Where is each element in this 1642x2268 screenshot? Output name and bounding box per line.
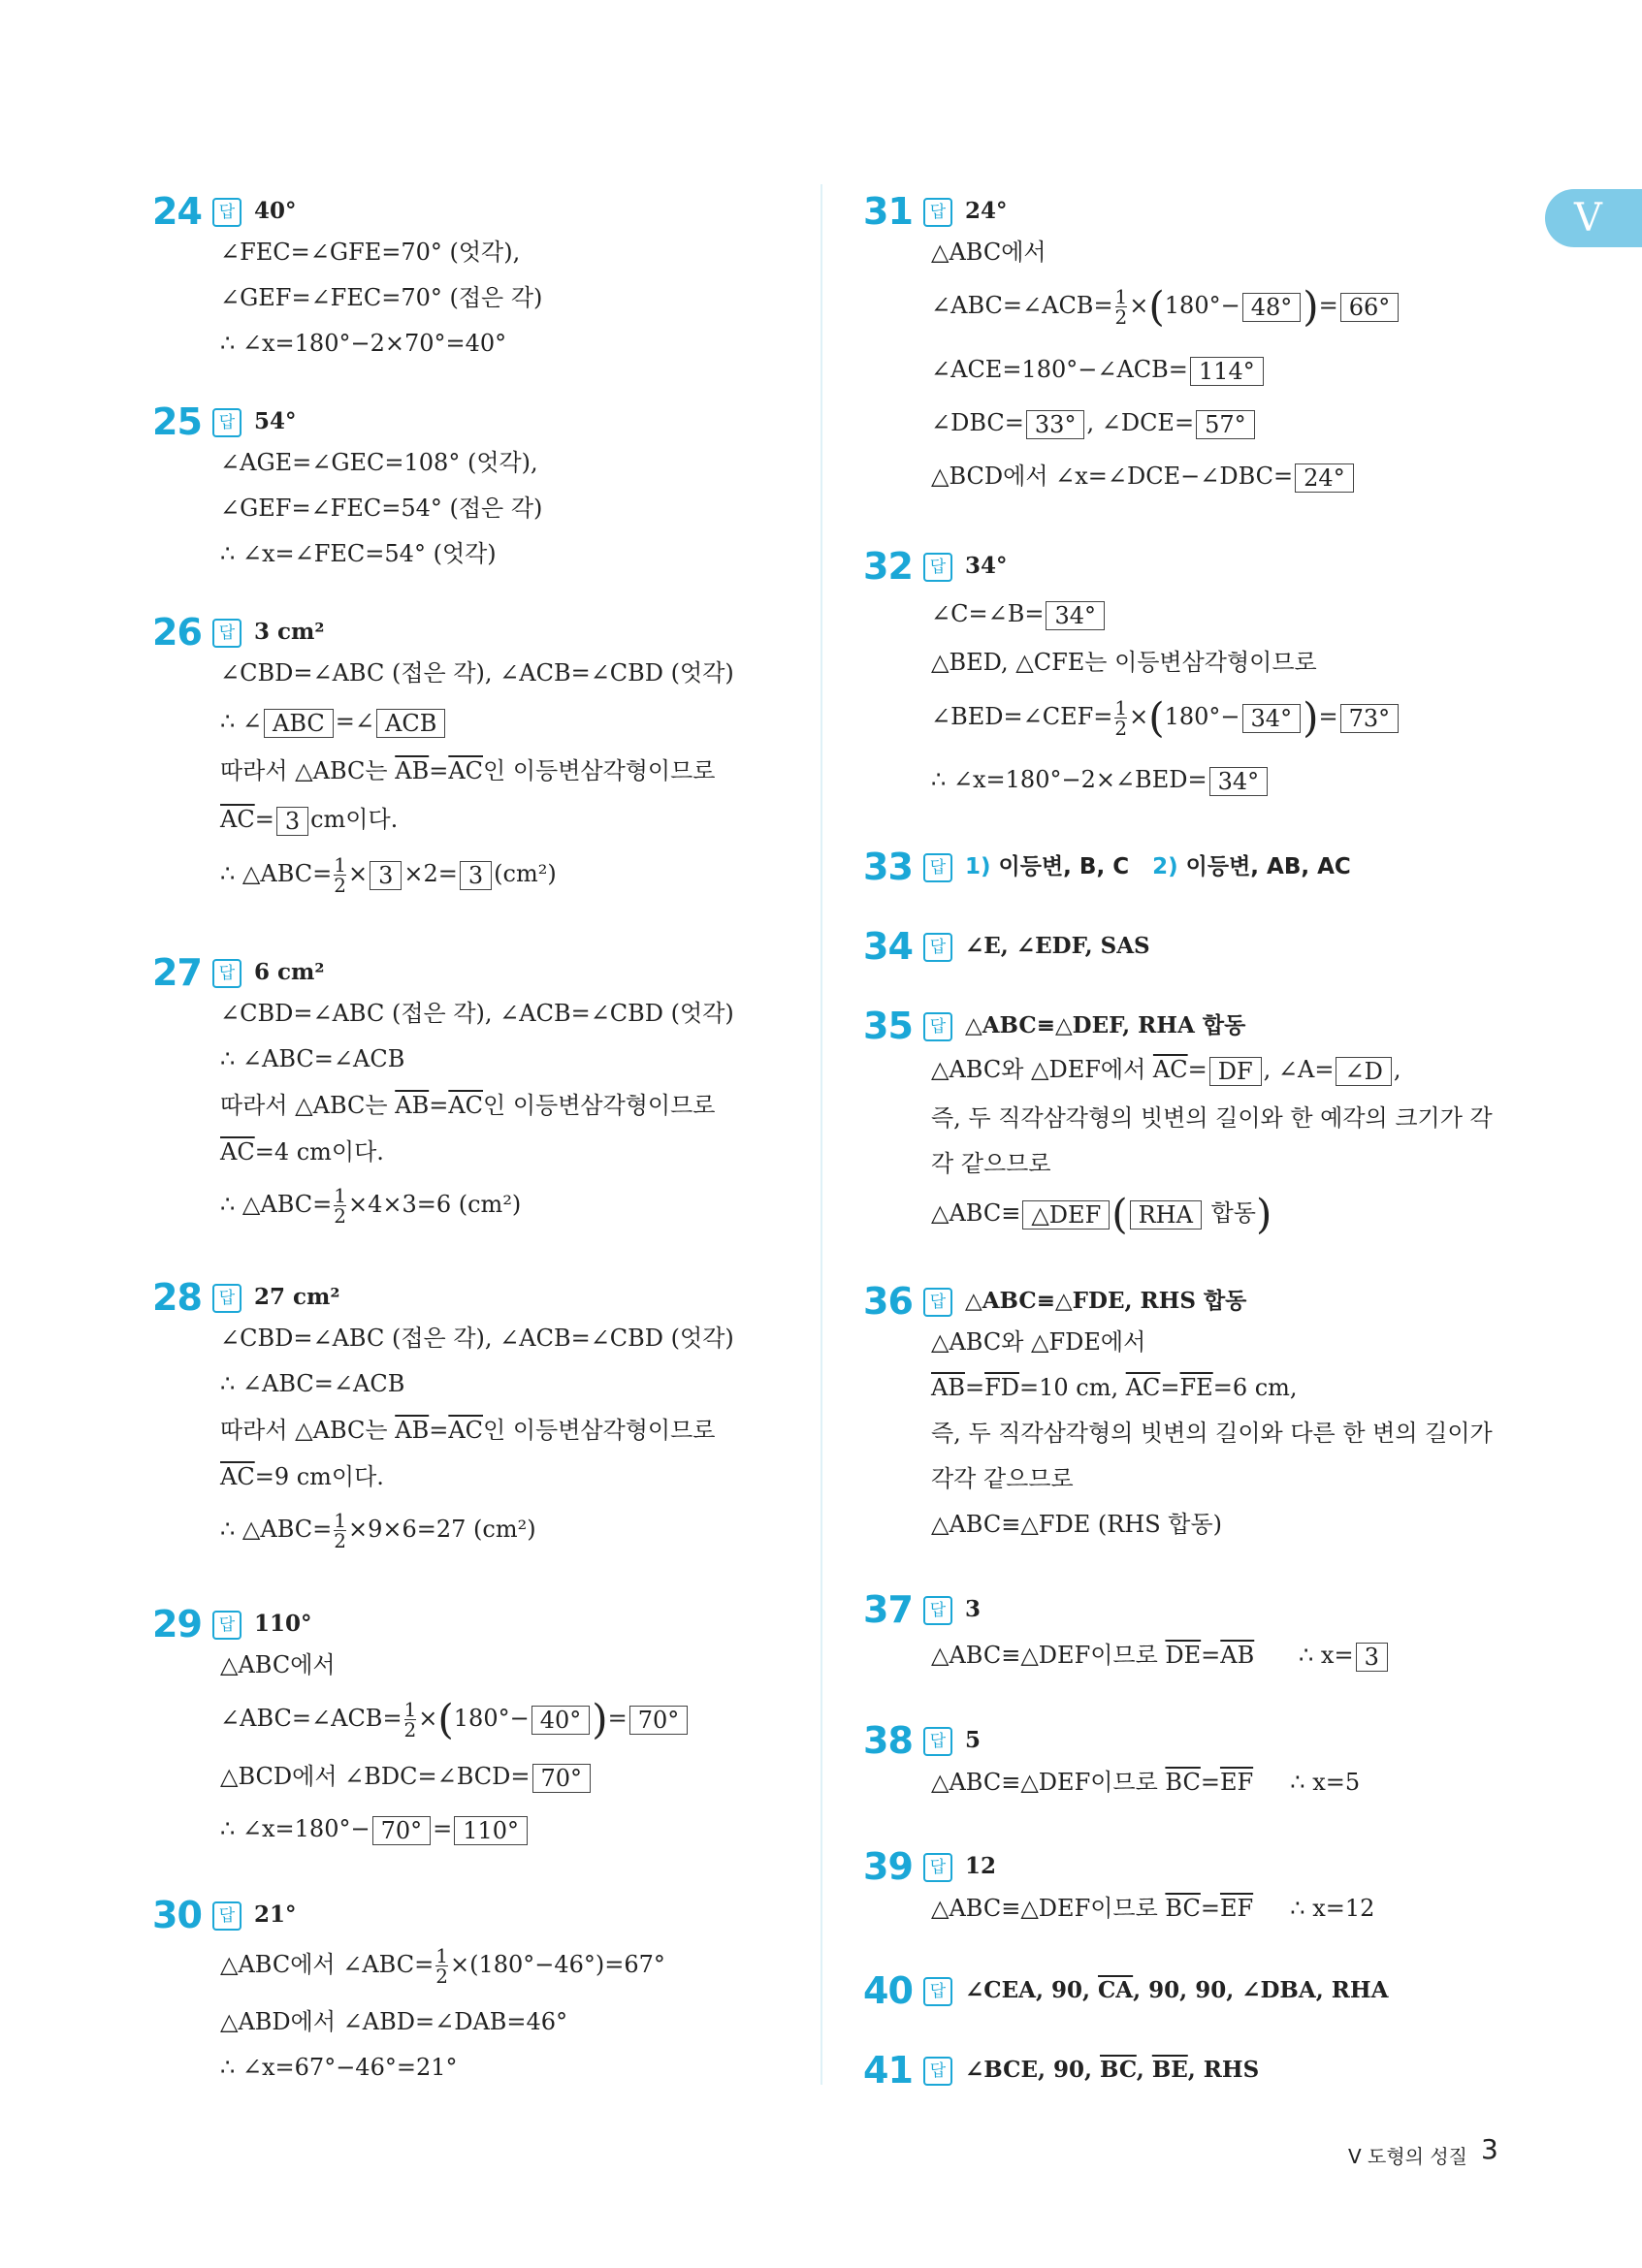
text: , RHS <box>1187 2057 1260 2083</box>
problem-number: 33 <box>863 846 913 888</box>
paren: ) <box>1255 1190 1272 1238</box>
problem-number: 38 <box>863 1719 913 1762</box>
solution-line: ∠FEC=∠GFE=70° (엇각), <box>220 239 521 266</box>
answer-text: △ABC≡△DEF, RHA 합동 <box>965 1012 1246 1038</box>
text: =9 cm이다. <box>254 1463 384 1490</box>
problem-number: 30 <box>152 1894 202 1936</box>
paren: ( <box>437 1695 454 1743</box>
fraction <box>334 1511 346 1550</box>
answer-text: 3 <box>965 1596 982 1622</box>
text: =6 cm, <box>1212 1374 1298 1401</box>
fill-box: 66° <box>1340 293 1400 322</box>
text: ∴ x= <box>1299 1642 1354 1669</box>
answer-text: 5 <box>965 1727 982 1753</box>
text: = <box>1201 1642 1221 1669</box>
solution-line: △ABC≡△FDE (RHS 합동) <box>931 1511 1223 1538</box>
fill-box: ∠D <box>1336 1057 1391 1086</box>
solution-line <box>220 1460 384 1493</box>
problem-number: 31 <box>863 190 913 233</box>
solution-line: ∴ ∠x=∠FEC=54° (엇각) <box>220 540 497 567</box>
problem-number: 34 <box>863 925 913 968</box>
text: = <box>429 1417 449 1444</box>
text: ∠ABC=∠ACB= <box>220 1705 402 1732</box>
fill-box: 3 <box>370 861 402 890</box>
problem-number: 27 <box>152 951 202 994</box>
text: 따라서 △ABC는 <box>220 757 396 784</box>
text: × <box>347 860 369 887</box>
solution-line <box>931 763 1270 796</box>
fill-box: 70° <box>372 1816 432 1845</box>
text: = <box>254 806 274 833</box>
answer-badge: 답 <box>212 619 241 648</box>
numerator: 1 <box>1114 285 1128 308</box>
solution-line <box>220 1414 715 1447</box>
denominator: 2 <box>403 1718 417 1741</box>
answer-text: 3 cm² <box>254 619 325 645</box>
denominator: 2 <box>1114 305 1128 329</box>
text: △BCD에서 ∠BDC=∠BCD= <box>220 1763 531 1790</box>
text: × <box>1129 292 1149 319</box>
text: , <box>1393 1056 1401 1083</box>
text: 이등변, AB, AC <box>1177 854 1351 879</box>
text: cm이다. <box>310 806 399 833</box>
segment: $\overline{BC}$ <box>1165 1769 1201 1796</box>
text: = <box>1187 1056 1207 1083</box>
text: ∴ x=12 <box>1290 1895 1375 1922</box>
answer-text: 40° <box>254 198 297 224</box>
answer-badge: 답 <box>923 1012 952 1041</box>
text: ∴ △ABC= <box>220 1191 333 1218</box>
solution-line <box>931 1892 1374 1925</box>
text: × <box>418 1705 438 1732</box>
text: 인 이등변삼각형이므로 <box>483 1417 716 1444</box>
segment: $\overline{BE}$ <box>1151 2057 1188 2083</box>
text: 180°− <box>1164 292 1240 319</box>
text: 180°− <box>453 1705 530 1732</box>
text: =4 cm이다. <box>254 1138 384 1166</box>
denominator: 2 <box>334 874 346 897</box>
answer-badge: 답 <box>923 853 952 882</box>
fill-box: 114° <box>1190 357 1264 386</box>
solution-line <box>931 1053 1401 1086</box>
fill-box: 73° <box>1340 704 1400 733</box>
answer-badge: 답 <box>212 408 241 437</box>
solution-line <box>931 282 1401 331</box>
text: =10 cm, <box>1018 1374 1126 1401</box>
segment: $\overline{AC}$ <box>220 806 255 833</box>
answer-badge: 답 <box>923 2057 952 2086</box>
answer-badge: 답 <box>923 1727 952 1756</box>
answer-badge: 답 <box>923 933 952 962</box>
text: , 90, 90, ∠DBA, RHA <box>1133 1977 1389 2003</box>
segment: $\overline{EF}$ <box>1219 1895 1254 1922</box>
fraction <box>404 1700 417 1740</box>
fill-box: 48° <box>1242 293 1302 322</box>
problem-number: 37 <box>863 1588 913 1631</box>
paren: ) <box>592 1695 608 1743</box>
text: ∠BED=∠CEF= <box>931 703 1113 730</box>
text: , ∠A= <box>1263 1056 1335 1083</box>
text: ×4×3=6 (cm²) <box>347 1191 522 1218</box>
paren: ( <box>1148 693 1165 742</box>
solution-line <box>220 1760 593 1793</box>
text: ∠BCE, 90, <box>965 2057 1101 2083</box>
answer-text: 34° <box>965 553 1008 579</box>
paren: ( <box>1111 1190 1128 1238</box>
solution-line: △ABC에서 <box>220 1651 336 1678</box>
segment: $\overline{EF}$ <box>1219 1769 1254 1796</box>
answer-badge: 답 <box>923 1853 952 1882</box>
answer-badge: 답 <box>923 1596 952 1625</box>
segment: $\overline{DE}$ <box>1165 1642 1202 1669</box>
text: △ABC≡ <box>931 1199 1021 1227</box>
answer-text: ∠E, ∠EDF, SAS <box>965 933 1150 959</box>
text: △ABC에서 ∠ABC= <box>220 1951 435 1978</box>
solution-line <box>220 1135 384 1168</box>
problem-number: 35 <box>863 1005 913 1047</box>
solution-line: 각 같으므로 <box>931 1150 1051 1177</box>
fraction <box>435 1946 448 1986</box>
denominator: 2 <box>435 1965 448 1988</box>
denominator: 2 <box>334 1204 346 1228</box>
solution-line <box>220 705 447 738</box>
fill-box: ACB <box>376 709 445 738</box>
fill-box: 34° <box>1046 601 1105 630</box>
solution-line <box>931 1371 1298 1404</box>
numerator: 1 <box>1114 696 1128 719</box>
text: (cm²) <box>494 860 557 887</box>
solution-line: 각각 같으므로 <box>931 1465 1074 1492</box>
answer-badge: 답 <box>212 198 241 227</box>
solution-line: ∠CBD=∠ABC (접은 각), ∠ACB=∠CBD (엇각) <box>220 1325 734 1352</box>
solution-line <box>220 855 557 895</box>
page-number: 3 <box>1481 2133 1498 2165</box>
solution-line <box>931 460 1356 493</box>
solution-line <box>220 1186 521 1226</box>
answer-badge: 답 <box>212 1901 241 1931</box>
footer-chapter: V 도형의 성질 <box>1348 2145 1467 2168</box>
problem-number: 40 <box>863 1969 913 2012</box>
answer-text: 12 <box>965 1853 997 1879</box>
fill-box: △DEF <box>1022 1200 1110 1230</box>
segment: $\overline{AB}$ <box>395 1092 430 1119</box>
solution-line <box>931 1639 1390 1672</box>
fill-box: 34° <box>1209 767 1269 796</box>
segment: $\overline{AB}$ <box>395 757 430 784</box>
answer-text: 24° <box>965 198 1008 224</box>
text: = <box>1200 1769 1220 1796</box>
answer-badge: 답 <box>212 1611 241 1640</box>
answer-text: 54° <box>254 408 297 434</box>
segment: $\overline{AC}$ <box>448 1092 484 1119</box>
solution-line: ∴ ∠x=67°−46°=21° <box>220 2054 458 2081</box>
numerator: 1 <box>435 1944 448 1967</box>
segment: $\overline{CA}$ <box>1098 1977 1134 2003</box>
text: ∴ ∠x=180°−2×∠BED= <box>931 766 1207 793</box>
text: ∠ABC=∠ACB= <box>931 292 1113 319</box>
solution-line: 즉, 두 직각삼각형의 빗변의 길이와 다른 한 변의 길이가 <box>931 1420 1493 1447</box>
fraction <box>1114 698 1127 738</box>
text: ∠C=∠B= <box>931 600 1045 627</box>
segment: $\overline{AC}$ <box>448 1417 484 1444</box>
fraction <box>334 855 346 895</box>
text: = <box>964 1374 985 1401</box>
denominator: 2 <box>1114 717 1128 740</box>
solution-line: ∠CBD=∠ABC (접은 각), ∠ACB=∠CBD (엇각) <box>220 1000 734 1027</box>
solution-line <box>931 353 1266 386</box>
text: △BCD에서 ∠x=∠DCE−∠DBC= <box>931 463 1294 490</box>
text: = <box>1318 703 1338 730</box>
text: △ABC와 △DEF에서 <box>931 1056 1153 1083</box>
text: = <box>1318 292 1338 319</box>
fraction <box>1115 287 1128 327</box>
problem-number: 41 <box>863 2049 913 2092</box>
numerator: 1 <box>334 853 346 877</box>
fill-box: 34° <box>1242 704 1302 733</box>
text: ×2= <box>403 860 458 887</box>
answer-text: 6 cm² <box>254 959 325 985</box>
problem-number: 26 <box>152 611 202 654</box>
problem-number: 36 <box>863 1280 913 1323</box>
problem-number: 29 <box>152 1603 202 1645</box>
solution-line: △BED, △CFE는 이등변삼각형이므로 <box>931 649 1317 676</box>
segment: $\overline{AC}$ <box>1125 1374 1161 1401</box>
fill-box: 110° <box>454 1816 528 1845</box>
text: ∠ACE=180°−∠ACB= <box>931 356 1188 383</box>
problem-number: 25 <box>152 400 202 443</box>
text: 따라서 △ABC는 <box>220 1417 396 1444</box>
text: = <box>429 757 449 784</box>
text: ∴ △ABC= <box>220 860 333 887</box>
segment: $\overline{BC}$ <box>1100 2057 1137 2083</box>
text: = <box>433 1815 453 1842</box>
text: ∴ ∠ <box>220 708 263 735</box>
solution-line <box>931 1190 1272 1238</box>
segment: $\overline{BC}$ <box>1165 1895 1201 1922</box>
answer-badge: 답 <box>923 1288 952 1317</box>
solution-line: ∠AGE=∠GEC=108° (엇각), <box>220 449 538 476</box>
fill-box: ABC <box>264 709 334 738</box>
answer-text <box>965 852 1351 881</box>
solution-line: △ABC에서 <box>931 239 1046 266</box>
solution-line <box>220 1695 690 1743</box>
answer-text: 21° <box>254 1901 297 1928</box>
solution-line: ∠GEF=∠FEC=54° (접은 각) <box>220 495 543 522</box>
answer-text <box>965 1976 1388 2005</box>
fill-box: 3 <box>1356 1643 1388 1672</box>
fill-box: 24° <box>1295 463 1354 493</box>
solution-line <box>931 1766 1360 1799</box>
fill-box: 70° <box>629 1706 689 1735</box>
text: 합동 <box>1203 1199 1256 1227</box>
text: =∠ <box>335 708 375 735</box>
solution-line <box>931 406 1257 439</box>
solution-line <box>220 1812 530 1845</box>
solution-line <box>931 693 1401 742</box>
fill-box: 3 <box>460 861 492 890</box>
text: × <box>1129 703 1149 730</box>
text: = <box>607 1705 628 1732</box>
answer-text <box>965 2056 1259 2085</box>
segment: $\overline{AB}$ <box>931 1374 965 1401</box>
text: ∴ △ABC= <box>220 1516 333 1543</box>
paren: ) <box>1303 282 1319 331</box>
unit-tab: V <box>1545 189 1642 247</box>
fill-box: 57° <box>1196 410 1255 439</box>
solution-line: ∴ ∠x=180°−2×70°=40° <box>220 330 507 357</box>
text: ∴ x=5 <box>1290 1769 1361 1796</box>
fill-box: 70° <box>532 1764 592 1793</box>
problem-number: 39 <box>863 1845 913 1888</box>
solution-line: ∴ ∠ABC=∠ACB <box>220 1045 405 1072</box>
text: △ABC≡△DEF이므로 <box>931 1895 1166 1922</box>
text: 따라서 △ABC는 <box>220 1092 396 1119</box>
problem-number: 32 <box>863 545 913 588</box>
answer-text: △ABC≡△FDE, RHS 합동 <box>965 1288 1247 1314</box>
paren: ) <box>1303 693 1319 742</box>
paren: ( <box>1148 282 1165 331</box>
answer-badge: 답 <box>923 1977 952 2006</box>
sub-number: 1) <box>965 854 991 879</box>
denominator: 2 <box>334 1529 346 1552</box>
solution-line <box>220 1089 715 1122</box>
text: △ABC≡△DEF이므로 <box>931 1642 1166 1669</box>
text: 인 이등변삼각형이므로 <box>483 757 716 784</box>
fraction <box>334 1186 346 1226</box>
text: △ABC≡△DEF이므로 <box>931 1769 1166 1796</box>
fill-box: 40° <box>531 1706 591 1735</box>
text: , <box>1136 2057 1152 2083</box>
answer-badge: 답 <box>212 959 241 988</box>
solution-line <box>220 1946 665 1986</box>
problem-number: 24 <box>152 190 202 233</box>
answer-badge: 답 <box>923 198 952 227</box>
solution-line: ∠CBD=∠ABC (접은 각), ∠ACB=∠CBD (엇각) <box>220 659 734 687</box>
fill-box: 33° <box>1026 410 1085 439</box>
numerator: 1 <box>334 1184 346 1207</box>
text: ×9×6=27 (cm²) <box>347 1516 536 1543</box>
answer-text: 110° <box>254 1611 312 1637</box>
segment: $\overline{AB}$ <box>395 1417 430 1444</box>
solution-line <box>220 803 398 836</box>
solution-line <box>220 754 715 787</box>
text: 180°− <box>1164 703 1240 730</box>
solution-line <box>931 597 1107 630</box>
numerator: 1 <box>334 1509 346 1532</box>
text: 이등변, B, C <box>990 854 1130 879</box>
answer-badge: 답 <box>923 553 952 582</box>
sub-number: 2) <box>1152 854 1178 879</box>
solution-line: ∴ ∠ABC=∠ACB <box>220 1370 405 1397</box>
column-divider <box>821 184 822 2085</box>
segment: $\overline{AC}$ <box>1152 1056 1188 1083</box>
solution-line: △ABC와 △FDE에서 <box>931 1328 1146 1356</box>
text: = <box>1200 1895 1220 1922</box>
fill-box: DF <box>1209 1057 1262 1086</box>
text: ×(180°−46°)=67° <box>449 1951 665 1978</box>
segment: $\overline{FE}$ <box>1179 1374 1213 1401</box>
solution-line: △ABD에서 ∠ABD=∠DAB=46° <box>220 2008 568 2035</box>
segment: $\overline{AC}$ <box>220 1463 255 1490</box>
text: ∴ ∠x=180°− <box>220 1815 370 1842</box>
text: , ∠DCE= <box>1086 409 1195 436</box>
segment: $\overline{AC}$ <box>448 757 484 784</box>
solution-line: 즉, 두 직각삼각형의 빗변의 길이와 한 예각의 크기가 각 <box>931 1104 1493 1132</box>
text: 인 이등변삼각형이므로 <box>483 1092 716 1119</box>
segment: $\overline{AB}$ <box>1220 1642 1255 1669</box>
solution-line: ∠GEF=∠FEC=70° (접은 각) <box>220 284 543 311</box>
numerator: 1 <box>403 1698 417 1721</box>
answer-badge: 답 <box>212 1284 241 1313</box>
segment: $\overline{FD}$ <box>984 1374 1019 1401</box>
text: ∠DBC= <box>931 409 1024 436</box>
solution-line <box>220 1511 536 1550</box>
problem-number: 28 <box>152 1276 202 1319</box>
fill-box: RHA <box>1130 1200 1202 1230</box>
text: ∠CEA, 90, <box>965 1977 1098 2003</box>
text: = <box>1160 1374 1180 1401</box>
answer-text: 27 cm² <box>254 1284 340 1310</box>
text: = <box>429 1092 449 1119</box>
fill-box: 3 <box>276 807 308 836</box>
segment: $\overline{AC}$ <box>220 1138 255 1166</box>
